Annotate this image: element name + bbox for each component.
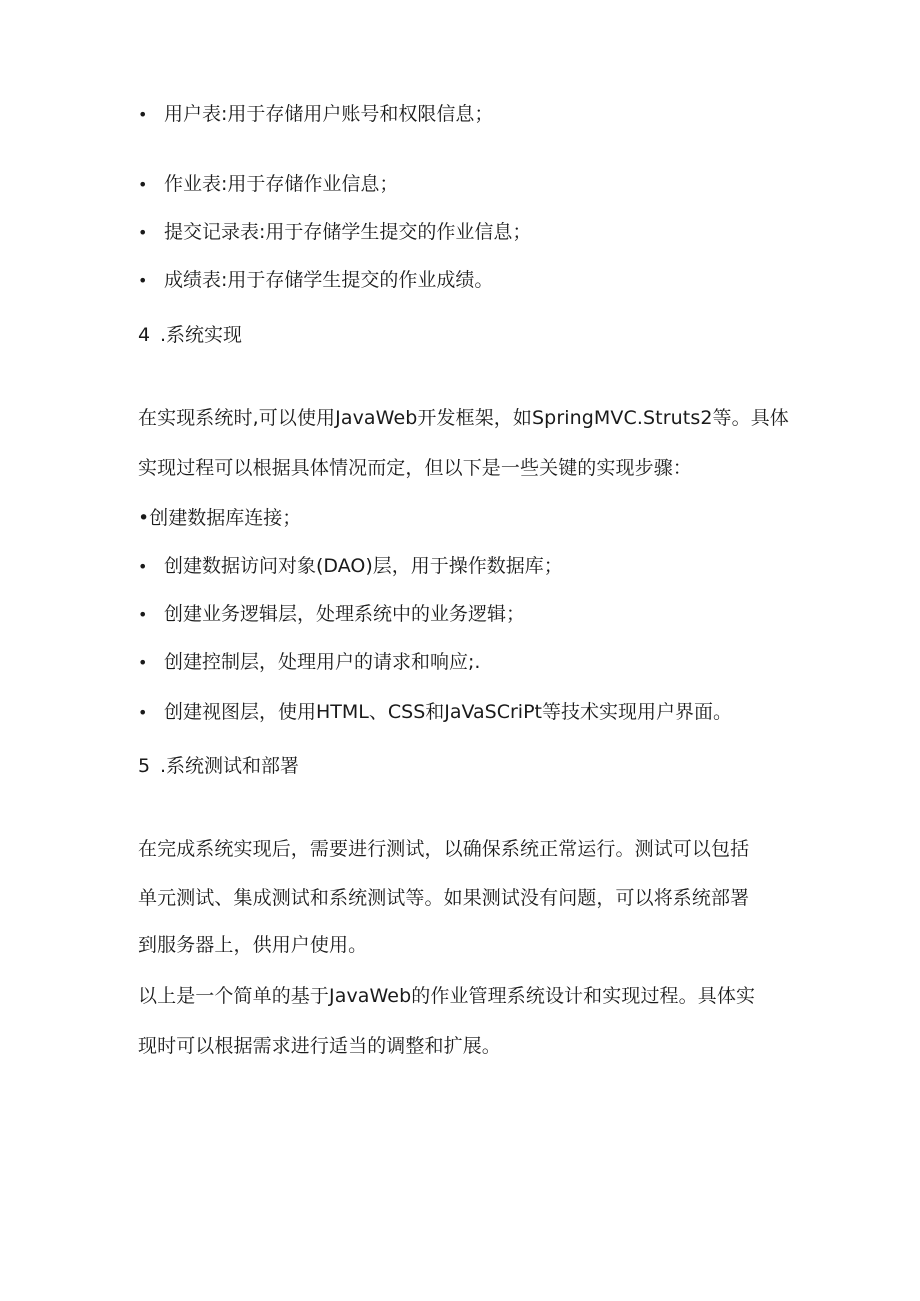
list-item-text: 创建视图层，使用HTML、CSS和JaVaSCriPt等技术实现用户界面。 [164,701,732,723]
paragraph-line: 到服务器上，供用户使用。 [138,934,368,956]
list-item [138,220,531,245]
list-item [138,700,732,725]
section-number: 4 [138,324,151,346]
bullet: • [138,271,148,290]
bullet: • [138,703,148,722]
bullet: • [138,605,148,624]
paragraph-line: 以上是一个简单的基于JavaWeb的作业管理系统设计和实现过程。具体实 [138,985,756,1007]
section-heading [138,323,242,347]
bullet: • [138,175,148,194]
list-item [138,602,525,627]
list-item-text: 创建控制层，处理用户的请求和响应;. [164,651,481,673]
section-title: .系统实现 [160,324,243,346]
bullet: • [138,223,148,242]
section-number: 5 [138,755,151,777]
bullet: • [138,653,148,672]
paragraph-line: 在完成系统实现后，需要进行测试，以确保系统正常运行。测试可以包括 [138,838,750,860]
paragraph-line: 单元测试、集成测试和系统测试等。如果测试没有问题，可以将系统部署 [138,887,750,909]
list-item: •创建数据库连接； [138,507,302,529]
list-item-text: 用户表:用于存储用户账号和权限信息； [164,103,494,125]
paragraph-line: 现时可以根据需求进行适当的调整和扩展。 [138,1035,501,1057]
list-item-text: 成绩表:用于存储学生提交的作业成绩。 [164,269,494,291]
list-item-text: 作业表:用于存储作业信息； [164,173,399,195]
list-item [138,268,493,293]
list-item-text: 创建业务逻辑层，处理系统中的业务逻辑； [164,603,526,625]
section-heading [138,754,299,778]
section-title: .系统测试和部署 [160,755,300,777]
bullet: • [138,557,148,576]
list-item-text: 创建数据访问对象(DAO)层，用于操作数据库； [164,555,563,577]
paragraph-line: 在实现系统时,可以使用JavaWeb开发框架，如SpringMVC.Struts2等。具体 [138,407,789,429]
list-item [138,172,398,197]
list-item [138,554,563,579]
paragraph-line: 实现过程可以根据具体情况而定，但以下是一些关键的实现步骤： [138,457,692,479]
list-item [138,102,493,127]
list-item [138,650,480,675]
bullet: • [138,105,148,124]
list-item-text: 提交记录表:用于存储学生提交的作业信息； [164,221,532,243]
